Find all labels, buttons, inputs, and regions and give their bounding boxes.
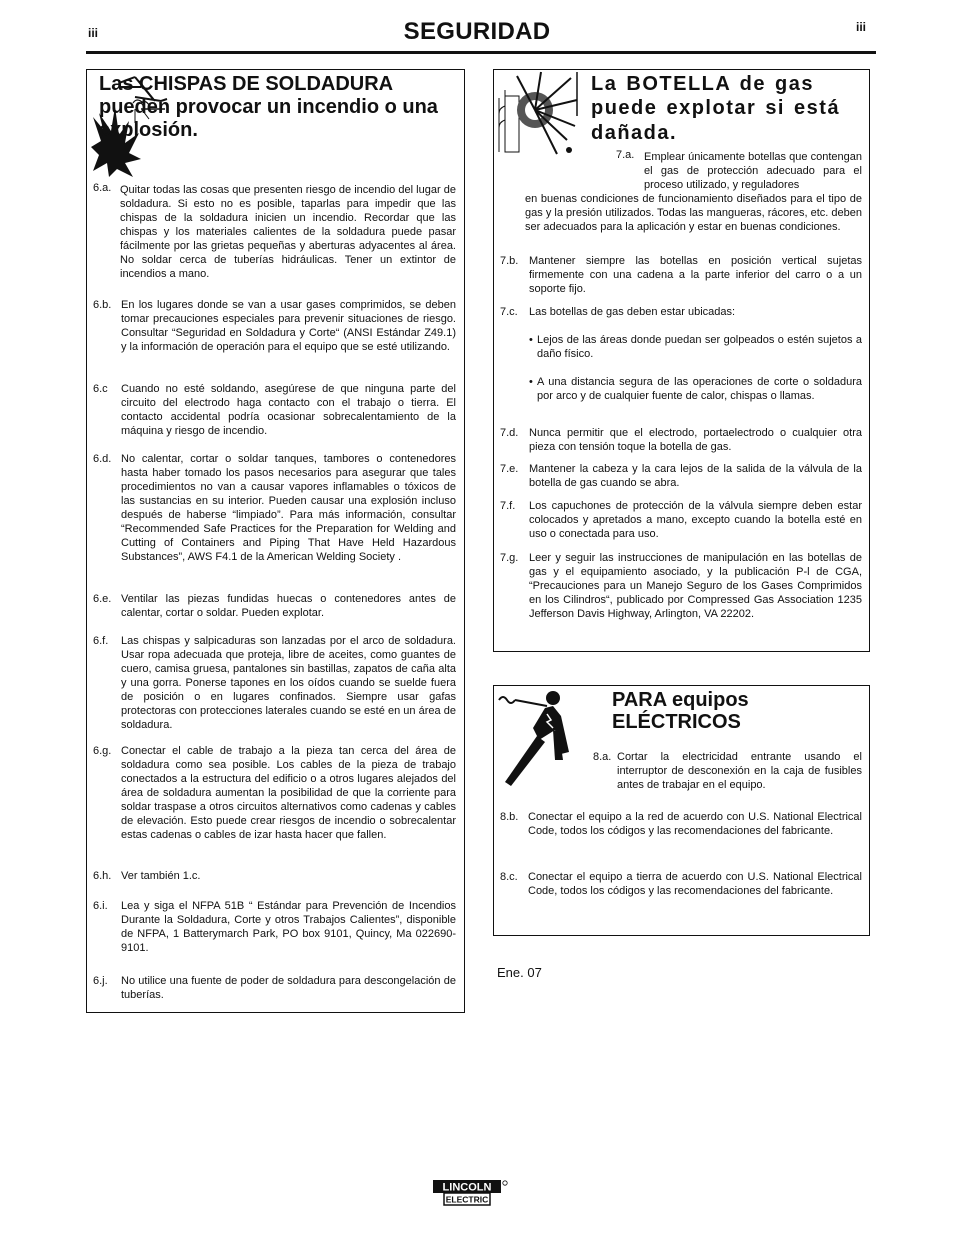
list-item (500, 462, 862, 492)
logo-line2: ELECTRIC (445, 1194, 489, 1205)
item-text: Cortar la electricidad entrante usando el interruptor de desconexión en la caja de fusibles antes de trabajar en el equipo. (617, 751, 862, 791)
item-text: No calentar, cortar o soldar tanques, tambores o contenedores hasta haber tomado los pasos necesarios para asegurar que tales procedimientos no van a causar vapores inflamables o tóxicos de las sustancias en su interior. Pueden causar una explosión incluso después de haberse “limpiado”. Para más información, consultar “Recommended Safe Practices for the Preparation for Welding and Cutting of Containers and Piping That Have Held Hazardous Substances”, AWS F4.1 de la American Welding Society . (121, 453, 456, 563)
list-item (93, 634, 457, 736)
revision-date: Ene. 07 (497, 965, 542, 980)
page-title: SEGURIDAD (403, 18, 551, 45)
list-item (500, 426, 862, 456)
item-number: 7.d. (500, 427, 519, 439)
item-text: Cuando no esté soldando, asegúrese de que ninguna parte del circuito del electrodo haga contacto con el trabajo o tierra. El contacto accidental podría ocasionar sobrecalentamiento de la máquina y riesgo de incendio. (121, 383, 456, 437)
item-text: Las botellas de gas deben estar ubicadas: (529, 306, 736, 318)
item-number: 6.h. (93, 870, 112, 882)
item-text: Las chispas y salpicaduras son lanzadas por el arco de soldadura. Usar ropa adecuada que proteja, libre de aceites, como guantes de cuero, camisa gruesa, pantalones sin bastillas, zapatos de caña alta y una gorra. Ponerse tapones en los oídos cuando se suelde fuera de posición o en lugares confinados. Siempre usar gafas protectoras con protecciones laterales cuando se esté en un área de soldadura. (121, 635, 456, 731)
list-item (93, 899, 457, 961)
item-text: Conectar el cable de trabajo a la pieza tan cerca del área de soldadura como sea posible. Los cables de la pieza de trabajo conectados a la estructura del edificio o a otros lugares alejados del área de soldadura aumentan la posibilidad de que la corriente para soldar traspase a otros circuitos alternativos como cadenas y cables de elevación. Esto puede crear riesgos de incendio o sobrecalentar estas cadenas o cables de izar hasta hacer que fallen. (121, 745, 456, 841)
item-number: 6.a. (93, 182, 112, 194)
list-item (525, 148, 862, 248)
item-text: Leer y seguir las instrucciones de manipulación en las botellas de gas y el equipamiento asociado, y la publicación P-l de CGA, “Precauciones para un Manejo Seguro de los Gases Comprimidos en los Cilindros“, publicado por Compressed Gas Association 1235 Jefferson Davis Highway, Arlington, VA 22202. (529, 552, 862, 620)
logo-line1: LINCOLN (442, 1181, 492, 1194)
item-text: Conectar el equipo a tierra de acuerdo con U.S. National Electrical Code, todos los códigos y las recomendaciones del fabricante. (528, 871, 862, 897)
gas-heading: La BOTELLA de gas puede explotar si está dañada. (591, 73, 841, 144)
lincoln-electric-logo (432, 1179, 510, 1207)
list-item (500, 870, 862, 916)
list-item (500, 810, 862, 856)
item-text: Nunca permitir que el electrodo, portaelectrodo o cualquier otra pieza con tensión toque la botella de gas. (529, 427, 862, 453)
item-text: Mantener la cabeza y la cara lejos de la salida de la válvula de la botella de gas cuando se abra. (529, 463, 862, 489)
list-item (93, 382, 457, 442)
item-number: 7.f. (500, 500, 516, 512)
item-text: Quitar todas las cosas que presenten riesgo de incendio del lugar de soldadura. Si esto no es posible, taparlas para impedir que las chispas de la soldadura inicien un incendio. Recordar que las chispas y los materiales calientes de la soldadura puede pasar fácilmente por las grietas pequeñas y aberturas adyacentes al área. No soldar cerca de tuberías hidráulicas. Tener un extintor de incendios a mano. (120, 184, 456, 280)
item-text: Ventilar las piezas fundidas huecas o contenedores antes de calentar, cortar o soldar. Pueden explotar. (121, 593, 456, 619)
gas-cylinder-explosion-icon (497, 70, 581, 156)
list-item (500, 305, 862, 321)
item-number: 6.c (93, 383, 108, 395)
item-number: 7.e. (500, 463, 519, 475)
item-number: 6.g. (93, 745, 112, 757)
item-text: Lejos de las áreas donde puedan ser golpeados o estén sujetos a daño físico. (537, 334, 862, 360)
list-item (93, 298, 457, 370)
item-number: 7.c. (500, 306, 518, 318)
item-text: Ver también 1.c. (121, 870, 201, 882)
item-text: Los capuchones de protección de la válvula siempre deben estar colocados y apretados a mano, excepto cuando la botella esté en uso o conectada para uso. (529, 500, 862, 540)
item-number: 7.b. (500, 255, 519, 267)
page-number-left: iii (88, 26, 99, 40)
bullet: • (529, 376, 533, 388)
list-item (93, 452, 457, 582)
item-text: A una distancia segura de las operaciones de corte o soldadura por arco y de cualquier fuente de calor, chispas o llamas. (537, 376, 862, 402)
list-item (500, 254, 862, 300)
item-number: 6.f. (93, 635, 109, 647)
item-text: Mantener siempre las botellas en posición vertical sujetas firmemente con una cadena a la parte inferior del carro o a un soporte fijo. (529, 255, 862, 295)
item-number: 8.b. (500, 811, 519, 823)
sparks-heading: Las CHISPAS DE SOLDADURA pueden provocar un incendio o una explosión. (99, 73, 438, 142)
list-item (93, 181, 457, 291)
item-number: 6.i. (93, 900, 108, 912)
list-item (500, 499, 862, 543)
item-text-indented: Emplear únicamente botellas que contengan el gas de protección adecuado para el proceso utilizado, y reguladores (644, 151, 862, 191)
electric-heading: PARA equipos ELÉCTRICOS (612, 689, 749, 733)
item-number: 6.b. (93, 299, 112, 311)
item-text: En los lugares donde se van a usar gases comprimidos, se deben tomar precauciones especiales para prevenir situaciones de riesgo. Consultar “Seguridad en Soldadura y Corte“ (ANSI Estándar Z49.1) y la información de operación para el equipo que se esté utilizando. (121, 299, 456, 353)
item-number: 7.a. (616, 149, 635, 161)
item-text: en buenas condiciones de funcionamiento diseñados para el tipo de gas y la presión utilizados. Todas las mangueras, rácores, etc. deben ser adecuados para la aplicación y estar en buenas condiciones. (525, 193, 862, 233)
item-number: 7.g. (500, 552, 519, 564)
list-item (93, 592, 457, 622)
page-number-right: iii (856, 20, 867, 34)
list-item (93, 744, 457, 860)
bullet: • (529, 334, 533, 346)
item-number: 6.j. (93, 975, 108, 987)
item-number: 8.a. (593, 751, 612, 763)
list-item (529, 375, 862, 419)
item-text: Conectar el equipo a la red de acuerdo con U.S. National Electrical Code, todos los códigos y las recomendaciones del fabricante. (528, 811, 862, 837)
electric-shock-icon (497, 690, 585, 790)
list-item (500, 551, 862, 637)
list-item (529, 333, 862, 363)
item-text: Lea y siga el NFPA 51B “ Estándar para Prevención de Incendios Durante la Soldadura, Corte y otros Trabajos Calientes”, disponible de NFPA, 1 Batterymarch Park, PO box 9101, Quincy, Ma 022690-9101. (121, 900, 456, 954)
item-number: 6.d. (93, 453, 112, 465)
item-number: 6.e. (93, 593, 112, 605)
list-item (593, 750, 862, 796)
list-item (93, 869, 457, 885)
item-number: 8.c. (500, 871, 518, 883)
header-rule (86, 51, 876, 54)
list-item (93, 974, 457, 1006)
item-text: No utilice una fuente de poder de soldadura para descongelación de tuberías. (121, 975, 456, 1001)
